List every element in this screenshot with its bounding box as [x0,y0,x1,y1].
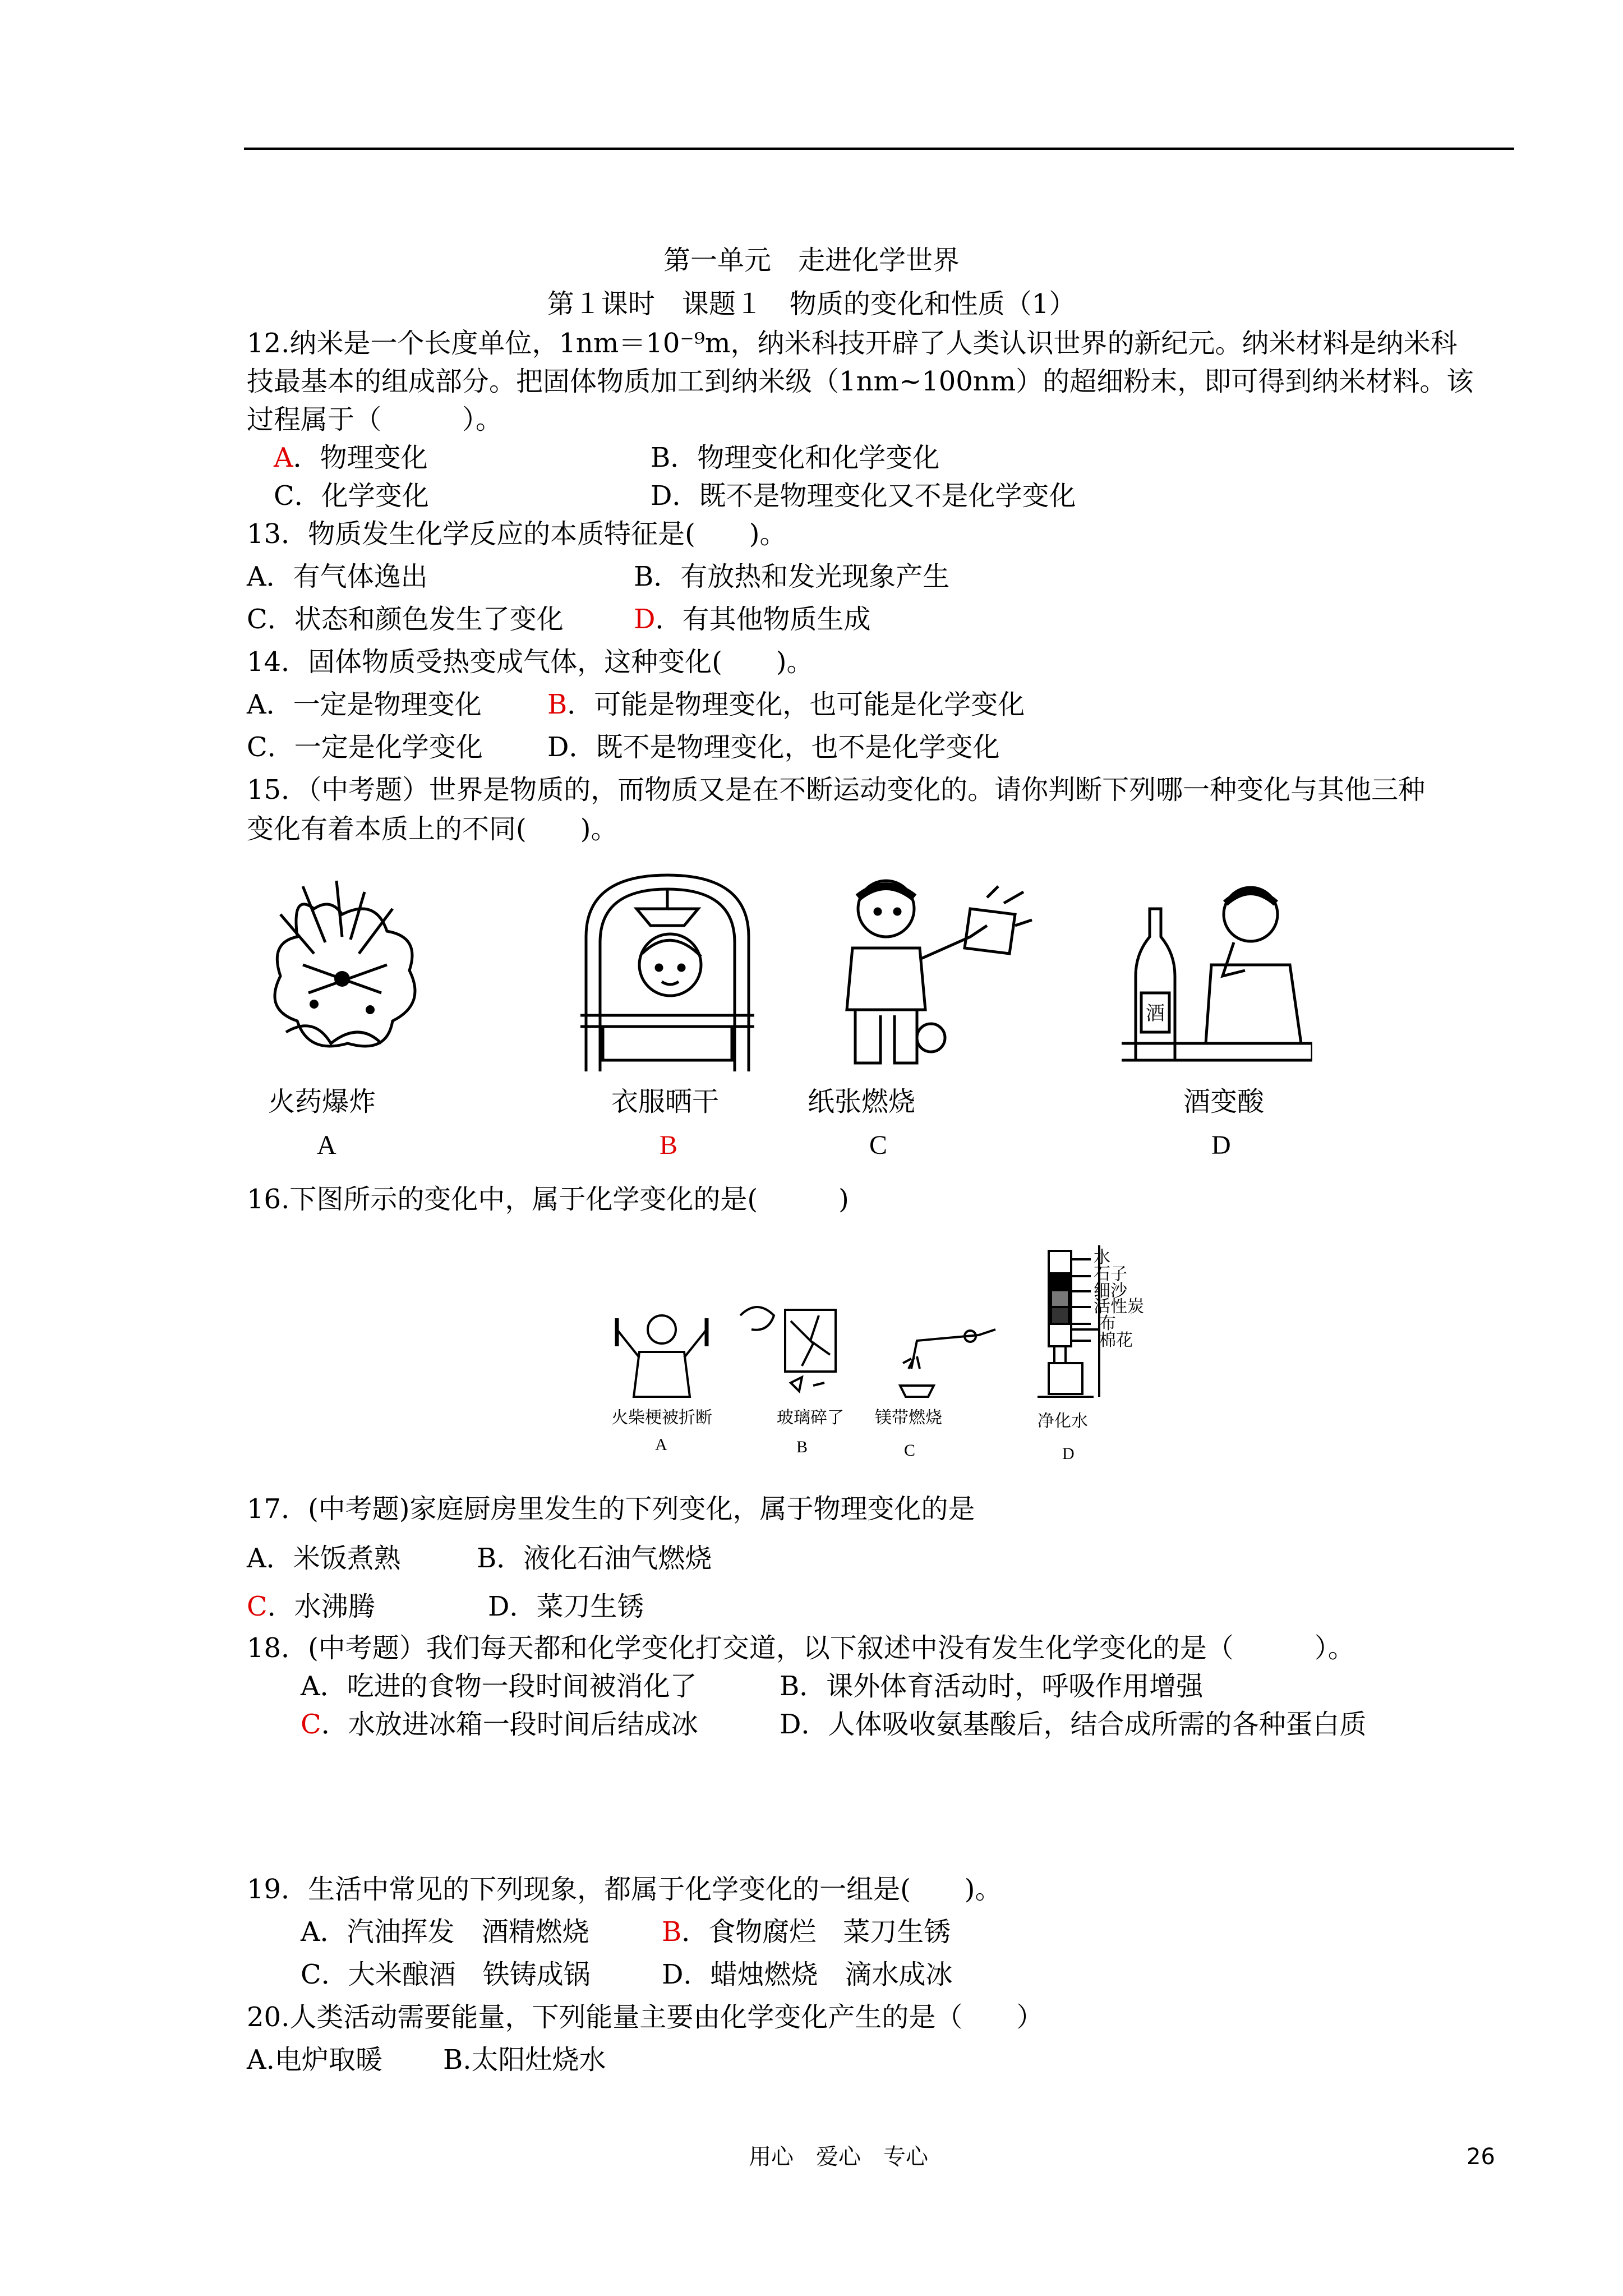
q16-stem: 16.下图所示的变化中，属于化学变化的是( ) [247,1184,849,1215]
q15-letter-b-answer: B [660,1130,678,1160]
q20-option-b: B.太阳灶烧水 [443,2044,606,2076]
q18-option-b: B．课外体育活动时，呼吸作用增强 [780,1671,1204,1702]
broken-match-illustration [606,1307,718,1402]
q16-caption-a: 火柴梗被折断 [611,1408,712,1428]
option-text: ．水沸腾 [267,1591,375,1622]
q14-option-d: D．既不是物理变化，也不是化学变化 [547,731,1000,763]
q20-option-a: A.电炉取暖 [247,2044,382,2076]
wine-souring-illustration [1122,875,1312,1066]
q17-stem: 17．(中考题)家庭厨房里发生的下列变化，属于物理变化的是 [247,1493,975,1525]
option-text: ．有其他物质生成 [655,604,871,635]
q14-option-a: A．一定是物理变化 [247,689,482,720]
q15-line2: 变化有着本质上的不同( )。 [247,813,618,845]
answer-mark: B [662,1916,682,1948]
q13-option-c: C．状态和颜色发生了变化 [247,604,564,635]
q19-option-a: A．汽油挥发 酒精燃烧 [301,1916,589,1948]
q16-letter-d: D [1062,1444,1075,1463]
q15-caption-a: 火药爆炸 [268,1086,376,1117]
filter-label-water: 水 [1094,1248,1110,1267]
q12-option-c: C．化学变化 [274,480,429,512]
q12-line2: 技最基本的组成部分。把固体物质加工到纳米级（1nm~100nm）的超细粉末，即可得到纳米材料。该 [247,366,1474,397]
gunpowder-explosion-illustration [247,875,432,1066]
filter-label-carbon: 活性炭 [1094,1297,1144,1317]
bottle-label: 酒 [1146,1002,1165,1025]
filter-label-cotton: 棉花 [1099,1331,1133,1350]
q12-option-a [274,440,428,476]
magnesium-burning-illustration [878,1307,1001,1402]
answer-mark: D [634,604,656,635]
q15-line1: 15．（中考题）世界是物质的，而物质又是在不断运动变化的。请你判断下列哪一种变化与其他三种 [247,774,1426,806]
option-text: ．食物腐烂 菜刀生锈 [681,1916,951,1948]
footer-motto: 用心 爱心 专心 [749,2144,928,2170]
q14-option-b [547,687,1025,723]
q12-line3: 过程属于（ ）。 [247,404,503,435]
lesson-title: 第１课时 课题１ 物质的变化和性质（1） [547,288,1076,320]
q18-option-a: A．吃进的食物一段时间被消化了 [301,1671,697,1702]
q17-option-d: D．菜刀生锈 [488,1591,644,1622]
q13-option-a: A．有气体逸出 [247,561,428,592]
answer-mark: A [274,442,293,473]
header-rule [244,148,1514,150]
q17-option-b: B．液化石油气燃烧 [477,1543,712,1574]
paper-burning-illustration [802,875,1038,1071]
q20-stem: 20.人类活动需要能量，下列能量主要由化学变化产生的是（ ） [247,2001,1044,2033]
q15-caption-d: 酒变酸 [1183,1086,1265,1117]
q18-stem: 18．(中考题）我们每天都和化学变化打交道，以下叙述中没有发生化学变化的是（ ）。 [247,1632,1355,1664]
option-text: ．水放进冰箱一段时间后结成冰 [321,1709,698,1740]
filter-label-sand: 细沙 [1094,1281,1127,1301]
broken-glass-illustration [735,1299,847,1400]
filter-label-stones: 石子 [1094,1264,1127,1284]
q12-option-d: D．既不是物理变化又不是化学变化 [651,480,1076,512]
q19-stem: 19．生活中常见的下列现象，都属于化学变化的一组是( )。 [247,1874,1002,1905]
q18-option-d: D．人体吸收氨基酸后，结合成所需的各种蛋白质 [780,1709,1367,1740]
q13-stem: 13．物质发生化学反应的本质特征是( )。 [247,518,787,550]
q16-caption-d: 净化水 [1038,1411,1088,1431]
q15-letter-d: D [1211,1130,1231,1160]
q12-line1: 12.纳米是一个长度单位，1nm＝10⁻⁹m，纳米科技开辟了人类认识世界的新纪元。纳米材料是纳米科 [247,328,1458,359]
q17-option-c [247,1589,375,1625]
answer-mark: C [247,1591,268,1622]
q16-caption-b: 玻璃碎了 [777,1408,844,1428]
q15-caption-c: 纸张燃烧 [808,1086,916,1117]
q19-option-b [662,1914,951,1950]
q16-letter-b: B [796,1438,808,1456]
q15-letter-a: A [317,1130,336,1160]
clothes-drying-illustration [569,864,766,1074]
q16-letter-c: C [904,1441,916,1460]
unit-title: 第一单元 走进化学世界 [663,245,960,276]
water-purification-illustration [1038,1245,1217,1402]
filter-label-cloth: 布 [1099,1314,1116,1333]
q15-letter-c: C [869,1130,888,1160]
q14-stem: 14．固体物质受热变成气体，这种变化( )。 [247,646,814,678]
q15-caption-b: 衣服晒干 [611,1086,720,1117]
q16-caption-c: 镁带燃烧 [875,1408,942,1428]
q13-option-b: B．有放热和发光现象产生 [634,561,950,592]
option-text: ．可能是物理变化，也可能是化学变化 [567,689,1025,720]
answer-mark: C [301,1709,321,1740]
q12-option-b: B．物理变化和化学变化 [651,442,940,473]
q19-option-c: C．大米酿酒 铁铸成锅 [301,1959,591,1990]
q19-option-d: D．蜡烛燃烧 滴水成冰 [662,1959,953,1990]
answer-mark: B [547,689,568,720]
q17-option-a: A．米饭煮熟 [247,1543,401,1574]
option-text: ．物理变化 [293,442,428,473]
q13-option-d [634,601,871,637]
q16-letter-a: A [655,1435,667,1454]
q14-option-c: C．一定是化学变化 [247,731,483,763]
page-number: 26 [1467,2144,1495,2170]
q18-option-c [301,1706,698,1742]
